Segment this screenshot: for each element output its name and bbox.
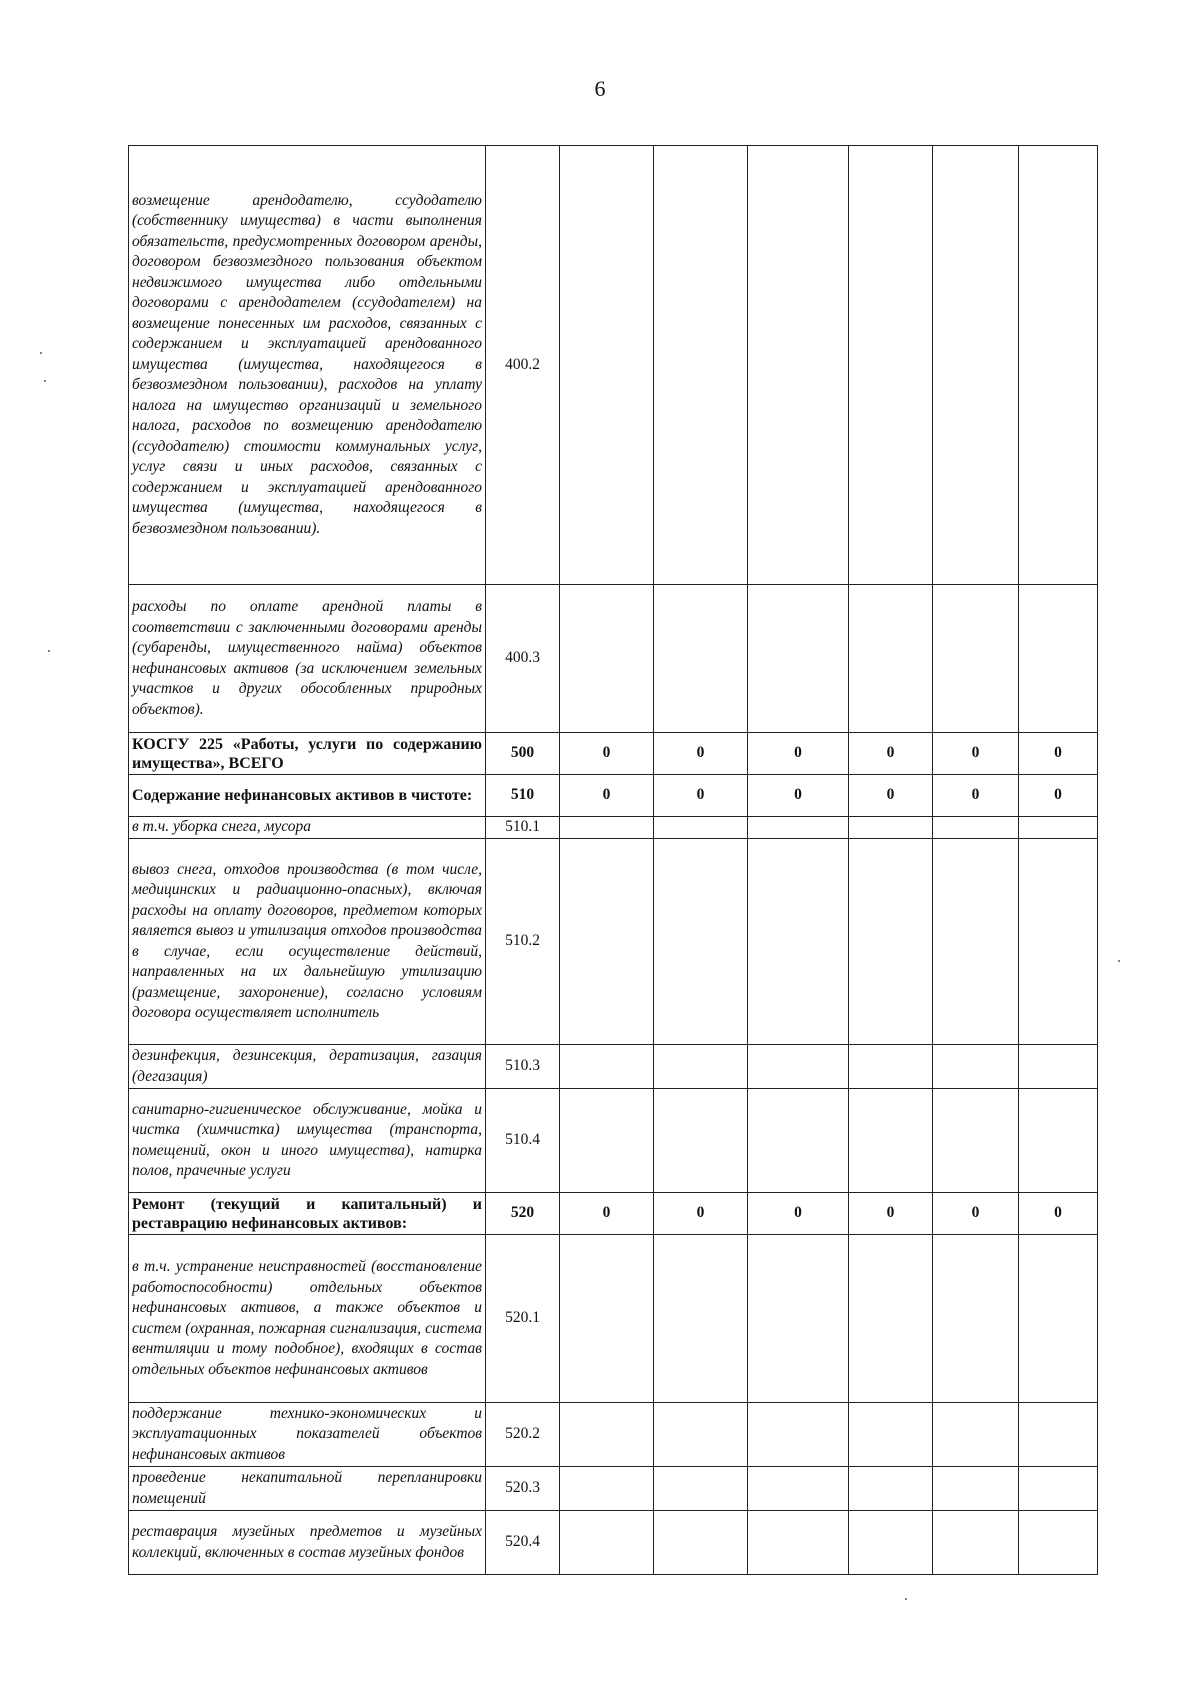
value-cell bbox=[654, 839, 748, 1045]
value-cell: 0 bbox=[849, 775, 933, 817]
table-row bbox=[129, 585, 1098, 733]
row-code: 520.4 bbox=[486, 1511, 560, 1575]
value-cell: 0 bbox=[1019, 733, 1098, 775]
value-cell: 0 bbox=[654, 1193, 748, 1235]
table-row bbox=[129, 1089, 1098, 1193]
value-cell bbox=[560, 585, 654, 733]
value-cell bbox=[933, 1089, 1019, 1193]
row-description: дезинфекция, дезинсекция, дератизация, газация (дегазация) bbox=[129, 1045, 486, 1089]
row-description: проведение некапитальной перепланировки помещений bbox=[129, 1467, 486, 1511]
value-cell bbox=[560, 839, 654, 1045]
value-cell: 0 bbox=[748, 733, 849, 775]
value-cell bbox=[560, 1467, 654, 1511]
row-code: 400.3 bbox=[486, 585, 560, 733]
row-description: расходы по оплате арендной платы в соответствии с заключенными договорами аренды (субаренды, имущественного найма) объектов нефинансовых активов (за исключением земельных участков и других обособленных природных объектов). bbox=[129, 585, 486, 733]
row-description: КОСГУ 225 «Работы, услуги по содержанию имущества», ВСЕГО bbox=[129, 733, 486, 775]
value-cell bbox=[849, 1511, 933, 1575]
value-cell bbox=[748, 1235, 849, 1403]
table-row bbox=[129, 1193, 1098, 1235]
value-cell: 0 bbox=[560, 1193, 654, 1235]
value-cell bbox=[654, 1089, 748, 1193]
table-row bbox=[129, 733, 1098, 775]
table-row bbox=[129, 1511, 1098, 1575]
value-cell bbox=[560, 1089, 654, 1193]
table-row bbox=[129, 1467, 1098, 1511]
value-cell: 0 bbox=[654, 775, 748, 817]
value-cell bbox=[748, 1467, 849, 1511]
value-cell: 0 bbox=[849, 733, 933, 775]
value-cell: 0 bbox=[654, 733, 748, 775]
page-number: 6 bbox=[594, 76, 606, 101]
value-cell bbox=[748, 1089, 849, 1193]
row-description: вывоз снега, отходов производства (в том числе, медицинских и радиационно-опасных), включая расходы на оплату договоров, предметом которых является вывоз и утилизация отходов производства в случае, если осуществление действий, направленных на их дальнейшую утилизацию (размещение, захоронение), согласно условиям договора осуществляет исполнитель bbox=[129, 839, 486, 1045]
row-code: 400.2 bbox=[486, 146, 560, 585]
value-cell: 0 bbox=[748, 1193, 849, 1235]
value-cell bbox=[849, 839, 933, 1045]
value-cell: 0 bbox=[933, 733, 1019, 775]
row-code: 520.2 bbox=[486, 1403, 560, 1467]
row-code: 520.1 bbox=[486, 1235, 560, 1403]
value-cell bbox=[654, 1045, 748, 1089]
row-description: реставрация музейных предметов и музейных коллекций, включенных в состав музейных фондов bbox=[129, 1511, 486, 1575]
expense-table bbox=[128, 145, 1098, 1575]
value-cell bbox=[654, 1511, 748, 1575]
value-cell: 0 bbox=[748, 775, 849, 817]
scan-speck bbox=[905, 1598, 907, 1600]
value-cell bbox=[560, 146, 654, 585]
row-description: в т.ч. уборка снега, мусора bbox=[129, 817, 486, 839]
value-cell bbox=[849, 1467, 933, 1511]
value-cell: 0 bbox=[560, 733, 654, 775]
table-row bbox=[129, 1045, 1098, 1089]
table-row bbox=[129, 839, 1098, 1045]
value-cell bbox=[933, 146, 1019, 585]
value-cell: 0 bbox=[933, 775, 1019, 817]
value-cell bbox=[933, 839, 1019, 1045]
row-description: Содержание нефинансовых активов в чистоте: bbox=[129, 775, 486, 817]
value-cell bbox=[1019, 839, 1098, 1045]
table-row bbox=[129, 146, 1098, 585]
value-cell bbox=[748, 585, 849, 733]
scan-speck bbox=[44, 380, 46, 382]
value-cell bbox=[1019, 146, 1098, 585]
value-cell bbox=[933, 1467, 1019, 1511]
table-row bbox=[129, 1403, 1098, 1467]
value-cell bbox=[654, 585, 748, 733]
value-cell bbox=[748, 1403, 849, 1467]
value-cell: 0 bbox=[560, 775, 654, 817]
row-code: 520 bbox=[486, 1193, 560, 1235]
row-code: 500 bbox=[486, 733, 560, 775]
value-cell bbox=[1019, 1403, 1098, 1467]
value-cell bbox=[849, 1089, 933, 1193]
value-cell bbox=[748, 839, 849, 1045]
row-code: 520.3 bbox=[486, 1467, 560, 1511]
row-description: возмещение арендодателю, ссудодателю (собственнику имущества) в части выполнения обязательств, предусмотренных договором аренды, договором безвозмездного пользования объектом недвижимого имущества либо отдельными договорами с арендодателем (ссудодателем) на возмещение понесенных им расходов, связанных с содержанием и эксплуатацией арендованного имущества (имущества, находящегося в безвозмездном пользовании), расходов на уплату налога на имущество организаций и земельного налога, расходов по возмещению арендодателю (ссудодателю) стоимости коммунальных услуг, услуг связи и иных расходов, связанных с содержанием и эксплуатацией арендованного имущества (имущества, находящегося в безвозмездном пользовании). bbox=[129, 146, 486, 585]
value-cell bbox=[748, 146, 849, 585]
value-cell bbox=[560, 1235, 654, 1403]
row-code: 510.4 bbox=[486, 1089, 560, 1193]
scan-speck bbox=[48, 650, 50, 652]
value-cell bbox=[748, 1511, 849, 1575]
value-cell bbox=[748, 1045, 849, 1089]
value-cell bbox=[1019, 1089, 1098, 1193]
row-code: 510.3 bbox=[486, 1045, 560, 1089]
row-description: в т.ч. устранение неисправностей (восстановление работоспособности) отдельных объектов нефинансовых активов, а также объектов и систем (охранная, пожарная сигнализация, система вентиляции и тому подобное), входящих в состав отдельных объектов нефинансовых активов bbox=[129, 1235, 486, 1403]
value-cell bbox=[849, 1235, 933, 1403]
value-cell bbox=[654, 817, 748, 839]
value-cell bbox=[1019, 585, 1098, 733]
row-code: 510 bbox=[486, 775, 560, 817]
row-code: 510.2 bbox=[486, 839, 560, 1045]
value-cell: 0 bbox=[1019, 775, 1098, 817]
row-code: 510.1 bbox=[486, 817, 560, 839]
value-cell bbox=[654, 1235, 748, 1403]
value-cell bbox=[1019, 1235, 1098, 1403]
value-cell bbox=[1019, 1511, 1098, 1575]
value-cell bbox=[560, 1511, 654, 1575]
value-cell: 0 bbox=[933, 1193, 1019, 1235]
value-cell bbox=[933, 1045, 1019, 1089]
scan-speck bbox=[1118, 960, 1120, 962]
value-cell bbox=[654, 146, 748, 585]
table-row bbox=[129, 775, 1098, 817]
row-description: санитарно-гигиеническое обслуживание, мойка и чистка (химчистка) имущества (транспорта, помещений, окон и иного имущества), натирка полов, прачечные услуги bbox=[129, 1089, 486, 1193]
scan-speck bbox=[40, 352, 42, 354]
value-cell bbox=[560, 1045, 654, 1089]
value-cell bbox=[933, 585, 1019, 733]
value-cell: 0 bbox=[1019, 1193, 1098, 1235]
value-cell bbox=[849, 1403, 933, 1467]
value-cell bbox=[933, 1235, 1019, 1403]
row-description: поддержание технико-экономических и эксплуатационных показателей объектов нефинансовых активов bbox=[129, 1403, 486, 1467]
value-cell bbox=[1019, 1467, 1098, 1511]
value-cell bbox=[560, 817, 654, 839]
value-cell bbox=[560, 1403, 654, 1467]
table-row bbox=[129, 817, 1098, 839]
row-description: Ремонт (текущий и капитальный) и реставрацию нефинансовых активов: bbox=[129, 1193, 486, 1235]
value-cell bbox=[849, 1045, 933, 1089]
value-cell bbox=[849, 585, 933, 733]
value-cell bbox=[933, 817, 1019, 839]
value-cell bbox=[933, 1403, 1019, 1467]
value-cell: 0 bbox=[849, 1193, 933, 1235]
value-cell bbox=[748, 817, 849, 839]
value-cell bbox=[1019, 1045, 1098, 1089]
value-cell bbox=[933, 1511, 1019, 1575]
value-cell bbox=[1019, 817, 1098, 839]
table-row bbox=[129, 1235, 1098, 1403]
value-cell bbox=[849, 817, 933, 839]
value-cell bbox=[654, 1403, 748, 1467]
value-cell bbox=[654, 1467, 748, 1511]
value-cell bbox=[849, 146, 933, 585]
